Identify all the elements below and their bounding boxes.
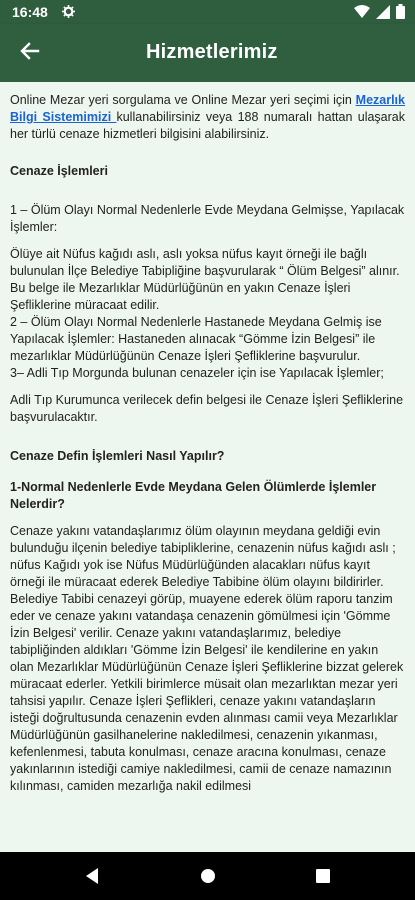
mezarlik-bilgi-sistemi-link[interactable]: Mezarlık Bilgi Sistemimizi bbox=[10, 93, 405, 124]
arrow-left-icon bbox=[20, 41, 40, 61]
content-scroll-area[interactable] bbox=[0, 82, 415, 852]
paragraph-4: 3– Adli Tıp Morgunda bulunan cenazeler için ise Yapılacak İşlemler; bbox=[10, 366, 384, 380]
paragraph-6: Cenaze yakını vatandaşlarımız ölüm olayının meydana geldiği evin bulunduğu ilçenin belediye tabipliklerine, cenazenin nüfus kağıdı aslı ; nüfus Kağıdı yok ise Nüfus Müdürlüğünden alacakları nüfus kayıt örneği ile müracaat ederek Belediye Tabibine ölüm olayını bildirirler. Belediye Tabibi cenazeyi görüp, muayene ederek ölüm raporu tanzim eder ve cenaze yakını vatandaşa cenazenin gömülmesi için 'Gömme İzin Belgesi' verilir. Cenaze yakını vatandaşlarımız, belediye tabipliğinden aldıkları 'Gömme İzin Belgesi' ile kendilerine en yakın olan Mezarlıklar Müdürlüğünün Cenaze İşleri Şefliklerine bizzat gelerek müracaat ederler. Yetkili birimlerce müsait olan mezarlıktan mezar yeri tahsisi yapılır. Cenaze İşleri Şeflikleri, cenaze yakını vatandaşların isteği doğrultusunda cenazenin evden alınması camii veya Mezarlıklar Müdürlüğünün gasilhanelerine nakledilmesi, cenazenin yıkanması, kefenlenmesi, tabuta konulması, cenaze aracına konulması, cenaze yakınlarının istediği camiye nakledilmesi, camii de cenaze namazının kılınması, camiden mezarlığa nakil edilmesi bbox=[10, 524, 404, 793]
wifi-icon bbox=[354, 5, 370, 19]
back-triangle-icon bbox=[81, 864, 105, 888]
content-body bbox=[0, 82, 415, 795]
intro-text-before: Online Mezar yeri sorgulama ve Online Mezar yeri seçimi için bbox=[10, 93, 356, 107]
back-button[interactable] bbox=[16, 37, 44, 65]
battery-icon bbox=[396, 4, 405, 19]
page-title: Hizmetlerimiz bbox=[146, 41, 278, 63]
nav-back-button[interactable] bbox=[81, 864, 105, 888]
paragraph-5: Adli Tıp Kurumunca verilecek defin belgesi ile Cenaze İşleri Şefliklerine başvurulacaktır. bbox=[10, 393, 404, 424]
signal-icon bbox=[376, 5, 390, 19]
system-icons bbox=[354, 4, 405, 19]
heading-normal-nedenler: 1-Normal Nedenlerle Evde Meydana Gelen Ölümlerde İşlemler Nelerdir? bbox=[10, 480, 377, 511]
status-bar bbox=[0, 0, 415, 24]
paragraph-2: Ölüye ait Nüfus kağıdı aslı, aslı yoksa nüfus kayıt örneği ile bağlı bulunulan İlçe Belediye Tabipliğine başvurularak “ Ölüm Belgesi” alınır. Bu belge ile Mezarlıklar Müdürlüğünün en yakın Cenaze İşleri Şefliklerine müracaat edilir. bbox=[10, 247, 400, 312]
paragraph-1: 1 – Ölüm Olayı Normal Nedenlerle Evde Meydana Gelmişse, Yapılacak İşlemler: bbox=[10, 203, 405, 234]
recents-square-icon bbox=[311, 864, 335, 888]
nav-home-button[interactable] bbox=[196, 864, 220, 888]
nav-recents-button[interactable] bbox=[311, 864, 335, 888]
intro-text-after: kullanabilirsiniz veya 188 numaralı hattan ulaşarak her türlü cenaze hizmetleri bilgisini alabilirsiniz. bbox=[10, 110, 405, 141]
gear-icon bbox=[62, 2, 75, 22]
app-bar bbox=[0, 24, 415, 82]
system-nav-bar bbox=[0, 852, 415, 900]
status-time: 16:48 bbox=[12, 4, 48, 20]
heading-cenaze-islemleri: Cenaze İşlemleri bbox=[10, 164, 108, 178]
heading-defin-islemleri: Cenaze Defin İşlemleri Nasıl Yapılır? bbox=[10, 449, 225, 463]
home-circle-icon bbox=[196, 864, 220, 888]
intro-paragraph bbox=[10, 92, 405, 143]
paragraph-3: 2 – Ölüm Olayı Normal Nedenlerle Hastanede Meydana Gelmiş ise Yapılacak İşlemler: Hastaneden alınacak “Gömme İzin Belgesi” ile mezarlıklar Müdürlüğünün Cenaze İşleri Şefliklerine başvurulur. bbox=[10, 315, 382, 363]
